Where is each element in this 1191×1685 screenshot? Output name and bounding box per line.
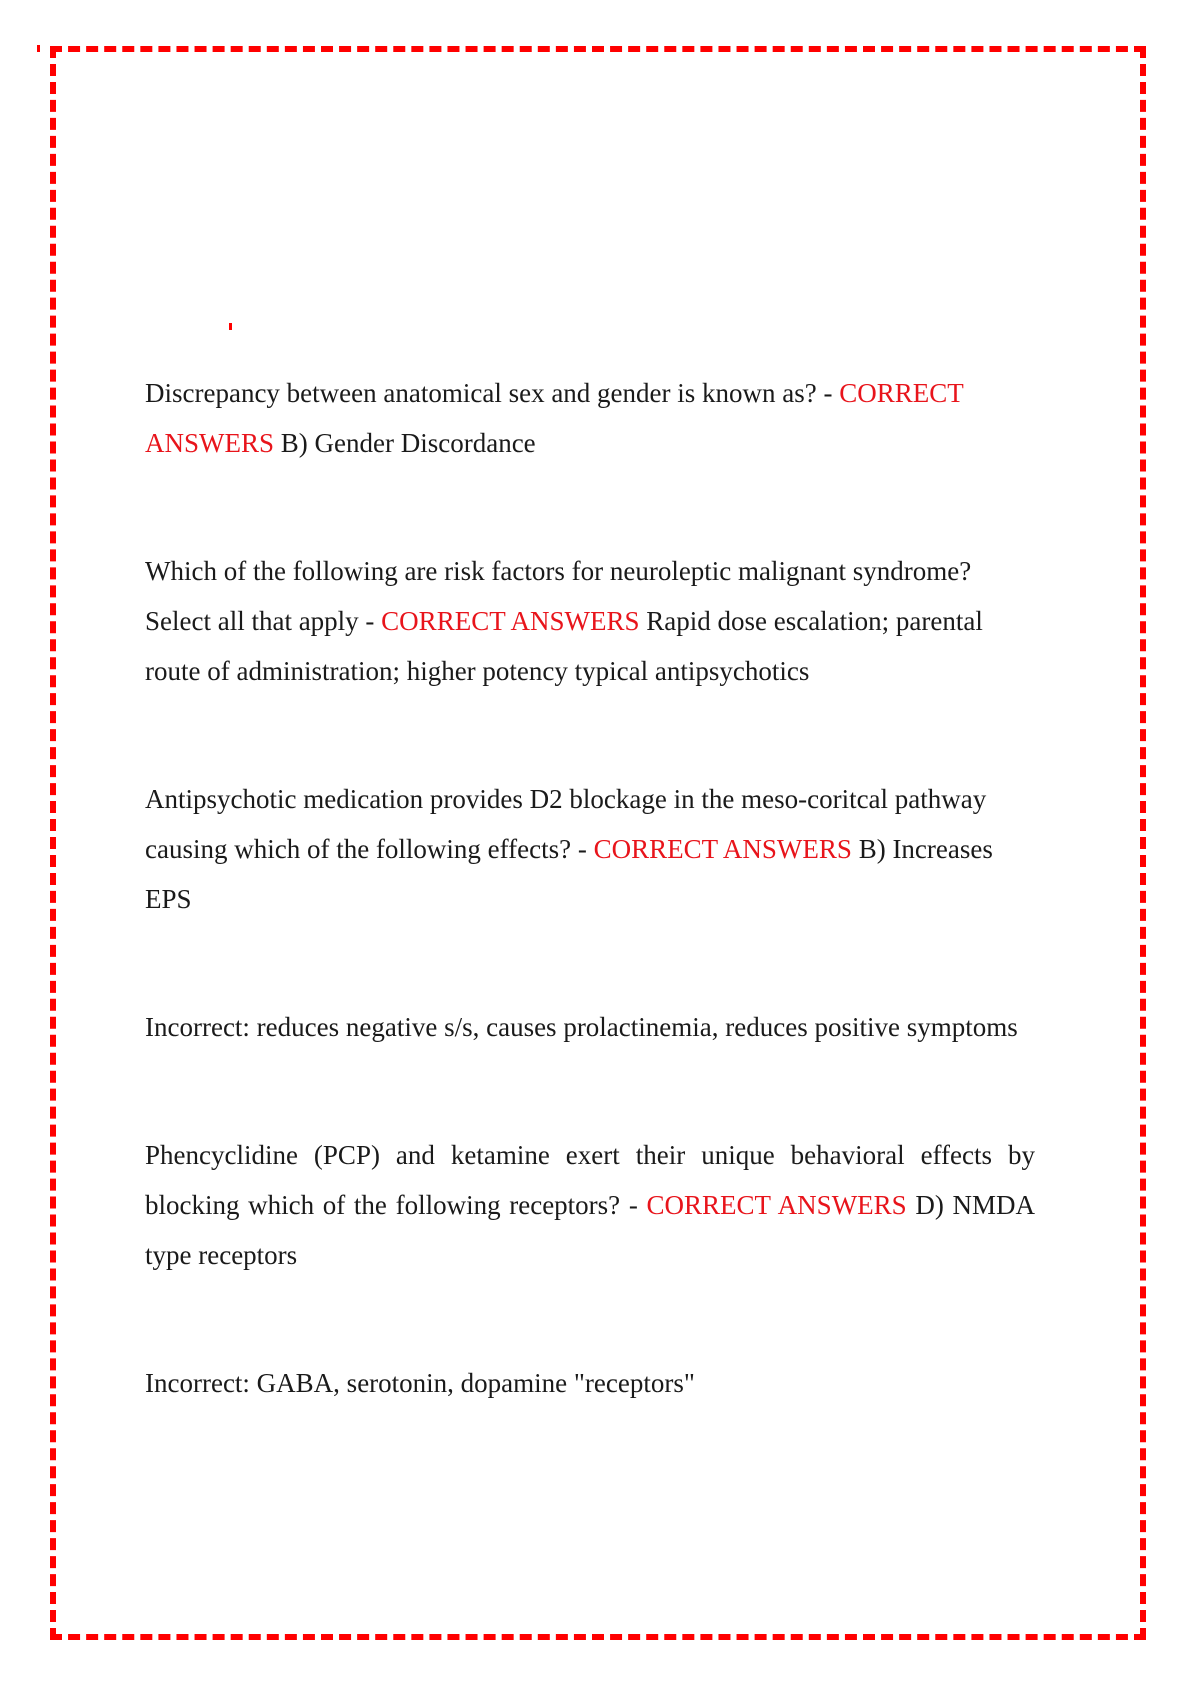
answer-text: D) NMDA type receptors bbox=[145, 1190, 1036, 1270]
document-body bbox=[145, 368, 1035, 1408]
qa-item-3 bbox=[145, 774, 1035, 924]
border-tick-mark bbox=[37, 45, 40, 52]
qa-item-4 bbox=[145, 1130, 1035, 1280]
incorrect-note-2: Incorrect: GABA, serotonin, dopamine "receptors" bbox=[145, 1368, 695, 1398]
question-text: Which of the following are risk factors for neuroleptic malignant syndrome? Select all that apply - bbox=[145, 556, 972, 636]
answer-text: B) Gender Discordance bbox=[280, 428, 536, 458]
answer-tag: CORRECT ANSWERS bbox=[593, 834, 852, 864]
qa-item-2 bbox=[145, 546, 1035, 696]
question-text: Phencyclidine (PCP) and ketamine exert their unique behavioral effects by blocking which of the following receptors? - bbox=[145, 1140, 1035, 1220]
incorrect-note-1: Incorrect: reduces negative s/s, causes prolactinemia, reduces positive symptoms bbox=[145, 1012, 1018, 1042]
decorative-tick-mark bbox=[229, 323, 232, 330]
answer-text: B) Increases EPS bbox=[145, 834, 993, 914]
answer-tag: CORRECT ANSWERS bbox=[381, 606, 640, 636]
answer-tag: CORRECT ANSWERS bbox=[646, 1190, 907, 1220]
qa-item-1 bbox=[145, 368, 1035, 468]
question-text: Antipsychotic medication provides D2 blockage in the meso-coritcal pathway causing which of the following effects? - bbox=[145, 784, 987, 864]
answer-tag: CORRECT ANSWERS bbox=[145, 378, 964, 458]
answer-text: Rapid dose escalation; parental route of administration; higher potency typical antipsychotics bbox=[145, 606, 983, 686]
question-text: Discrepancy between anatomical sex and gender is known as? - bbox=[145, 378, 833, 408]
